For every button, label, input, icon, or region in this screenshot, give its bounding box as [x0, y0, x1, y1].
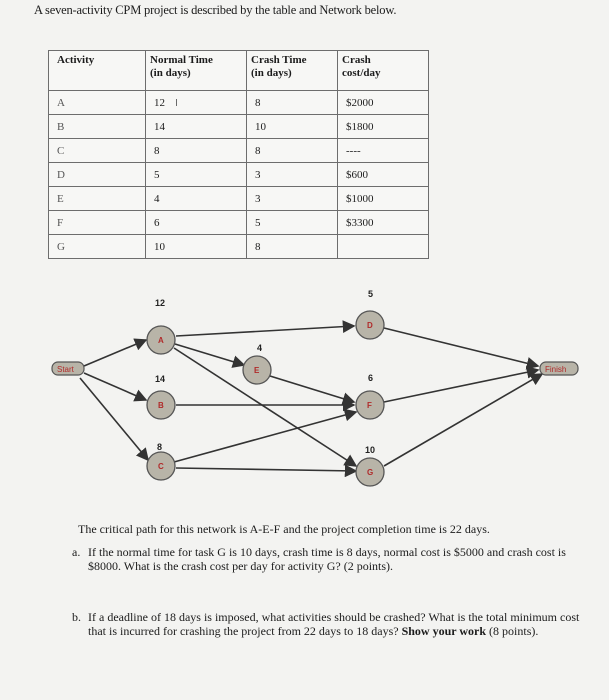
node-e-letter: E — [254, 366, 260, 375]
start-node — [52, 362, 84, 375]
table-row — [49, 187, 429, 211]
edge-start-c — [80, 378, 148, 460]
question-b-label: b. — [72, 610, 81, 624]
node-g — [356, 458, 384, 486]
table-row — [49, 211, 429, 235]
cell-crash-cost: $600 — [338, 163, 429, 187]
cell-normal-time: 14 — [146, 115, 247, 139]
duration-b: 14 — [155, 374, 166, 384]
header-crash-time — [247, 51, 338, 91]
table-row — [49, 163, 429, 187]
cell-crash-cost — [338, 235, 429, 259]
node-d — [356, 311, 384, 339]
duration-a: 12 — [155, 298, 166, 308]
node-e — [243, 356, 271, 384]
cell-normal-time: 5 — [146, 163, 247, 187]
table-row — [49, 115, 429, 139]
node-f-letter: F — [367, 401, 372, 410]
activity-table — [48, 50, 429, 259]
duration-g: 10 — [365, 445, 376, 455]
header-cost-line1: Crash — [342, 54, 371, 66]
header-crash-cost — [338, 51, 429, 91]
duration-e: 4 — [257, 343, 263, 353]
edge-c-g — [176, 468, 356, 471]
cell-activity: A — [49, 91, 146, 115]
edge-d-finish — [384, 328, 538, 366]
node-g-letter: G — [367, 468, 374, 477]
cell-crash-time: 8 — [247, 91, 338, 115]
header-activity: Activity — [49, 51, 146, 91]
duration-d: 5 — [368, 289, 374, 299]
question-b-tail: (8 points). — [489, 624, 539, 638]
node-f — [356, 391, 384, 419]
cell-normal-value: 12 — [154, 96, 165, 109]
start-label: Start — [57, 365, 74, 374]
cell-crash-cost: $2000 — [338, 91, 429, 115]
cell-normal-time — [146, 91, 247, 115]
question-a-label: a. — [72, 545, 81, 559]
cell-activity: G — [49, 235, 146, 259]
cell-crash-cost: $3300 — [338, 211, 429, 235]
cell-activity: F — [49, 211, 146, 235]
header-normal-line2: (in days) — [150, 67, 191, 79]
cell-activity: C — [49, 139, 146, 163]
node-b-letter: B — [158, 401, 164, 410]
finish-label: Finish — [545, 365, 567, 374]
cell-activity: E — [49, 187, 146, 211]
node-d-letter: D — [367, 321, 373, 330]
table-header-row — [49, 51, 429, 91]
table-row — [49, 235, 429, 259]
question-a-text: If the normal time for task G is 10 days, crash time is 8 days, normal cost is $5000 and crash cost is $8000. What is the crash cost per day for activity G? (2 points). — [88, 545, 566, 573]
edge-start-b — [84, 373, 146, 400]
cell-normal-time: 6 — [146, 211, 247, 235]
cell-crash-time: 3 — [247, 187, 338, 211]
node-a-letter: A — [158, 336, 164, 345]
edge-c-f — [174, 412, 356, 462]
edge-start-a — [84, 340, 146, 366]
cell-crash-cost: $1800 — [338, 115, 429, 139]
critical-path-statement: The critical path for this network is A-E-F and the project completion time is 22 days. — [78, 522, 490, 536]
node-c-letter: C — [158, 462, 164, 471]
finish-node — [540, 362, 578, 375]
project-network-diagram — [0, 270, 609, 495]
edge-a-d — [176, 326, 354, 336]
header-cost-line2: cost/day — [342, 67, 381, 79]
question-b — [72, 610, 588, 638]
cell-crash-time: 5 — [247, 211, 338, 235]
table-row — [49, 139, 429, 163]
question-b-text: If a deadline of 18 days is imposed, what activities should be crashed? What is the total minimum cost that is incurred for crashing the project from 22 days to 18 days? — [88, 610, 580, 638]
problem-title: A seven-activity CPM project is described by the table and Network below. — [34, 3, 397, 17]
cell-crash-cost: ---- — [338, 139, 429, 163]
question-a — [72, 545, 588, 573]
duration-c: 8 — [157, 442, 163, 452]
cell-activity: D — [49, 163, 146, 187]
edge-f-finish — [384, 370, 538, 402]
cell-normal-time: 8 — [146, 139, 247, 163]
header-normal-line1: Normal Time — [150, 54, 213, 66]
header-normal-time — [146, 51, 247, 91]
question-b-bold: Show your work — [401, 624, 487, 638]
cell-crash-cost: $1000 — [338, 187, 429, 211]
cell-normal-time: 4 — [146, 187, 247, 211]
node-b — [147, 391, 175, 419]
header-crash-line1: Crash Time — [251, 54, 307, 66]
cell-activity: B — [49, 115, 146, 139]
header-crash-line2: (in days) — [251, 67, 292, 79]
duration-f: 6 — [368, 373, 374, 383]
cell-crash-time: 10 — [247, 115, 338, 139]
text-cursor-icon: I — [175, 97, 178, 109]
node-a — [147, 326, 175, 354]
edge-e-f — [270, 376, 354, 402]
cell-crash-time: 3 — [247, 163, 338, 187]
cell-crash-time: 8 — [247, 235, 338, 259]
cell-normal-time: 10 — [146, 235, 247, 259]
cell-crash-time: 8 — [247, 139, 338, 163]
table-row — [49, 91, 429, 115]
edge-g-finish — [384, 374, 542, 466]
node-c — [147, 452, 175, 480]
